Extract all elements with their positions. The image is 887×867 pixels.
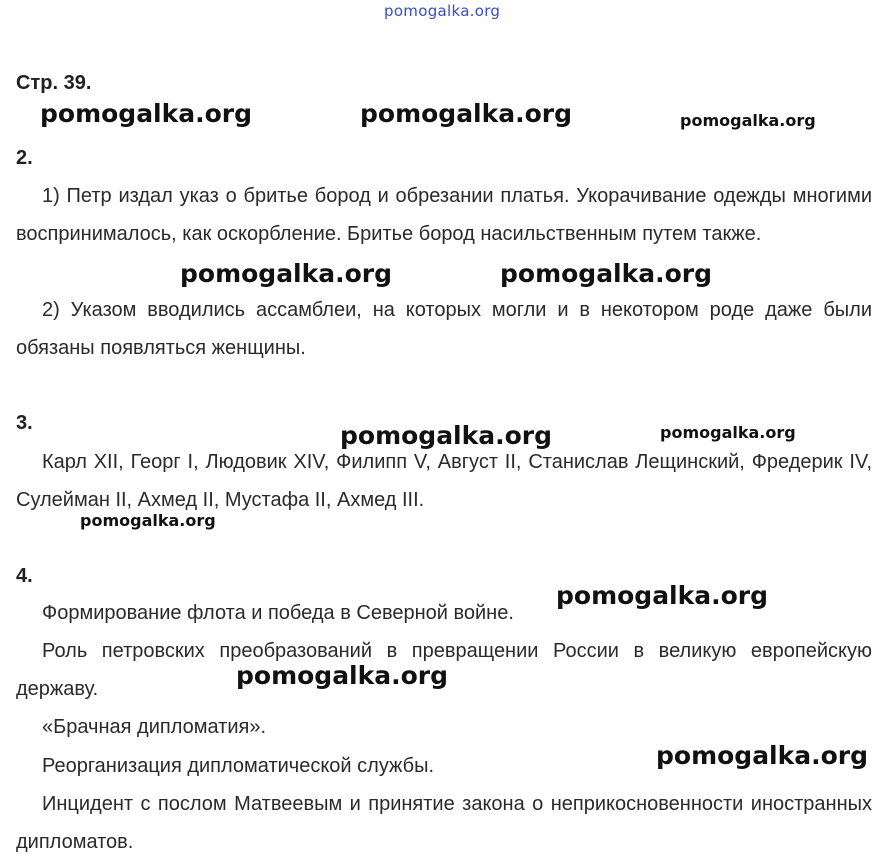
answer-paragraph: 1) Петр издал указ о бритье бород и обрезании платья. Укорачивание одежды многими воспринималось, как оскорбление. Бритье бород насильственным путем также.	[16, 185, 872, 245]
answer-item: «Брачная дипломатия».	[42, 716, 266, 738]
watermark: pomogalka.org	[660, 423, 796, 442]
watermark: pomogalka.org	[180, 259, 393, 288]
answer-item: Реорганизация дипломатической службы.	[42, 755, 435, 777]
answer-item: Инцидент с послом Матвеевым и принятие закона о неприкосновенности иностранных дипломатов.	[16, 793, 872, 853]
answer-paragraph: Карл XII, Георг I, Людовик XIV, Филипп V, Август II, Станислав Лещинский, Фредерик IV, Сулейман II, Ахмед II, Мустафа II, Ахмед III.	[16, 451, 872, 511]
watermark: pomogalka.org	[680, 111, 816, 130]
watermark: pomogalka.org	[556, 581, 769, 610]
answer-item: Формирование флота и победа в Северной войне.	[42, 602, 514, 624]
question-number: 3.	[16, 412, 33, 434]
answer-item: Роль петровских преобразований в превращении России в великую европейскую державу.	[16, 640, 872, 700]
watermark: pomogalka.org	[656, 741, 869, 770]
top-watermark: pomogalka.org	[384, 2, 501, 20]
watermark: pomogalka.org	[236, 661, 449, 690]
watermark: pomogalka.org	[360, 99, 573, 128]
watermark: pomogalka.org	[40, 99, 253, 128]
page-label: Стр. 39.	[16, 72, 92, 94]
watermark: pomogalka.org	[80, 511, 216, 530]
watermark: pomogalka.org	[340, 421, 553, 450]
question-number: 2.	[16, 147, 33, 169]
answer-paragraph: 2) Указом вводились ассамблеи, на которых могли и в некотором роде даже были обязаны появляться женщины.	[16, 299, 872, 359]
watermark: pomogalka.org	[500, 259, 713, 288]
question-number: 4.	[16, 565, 33, 587]
